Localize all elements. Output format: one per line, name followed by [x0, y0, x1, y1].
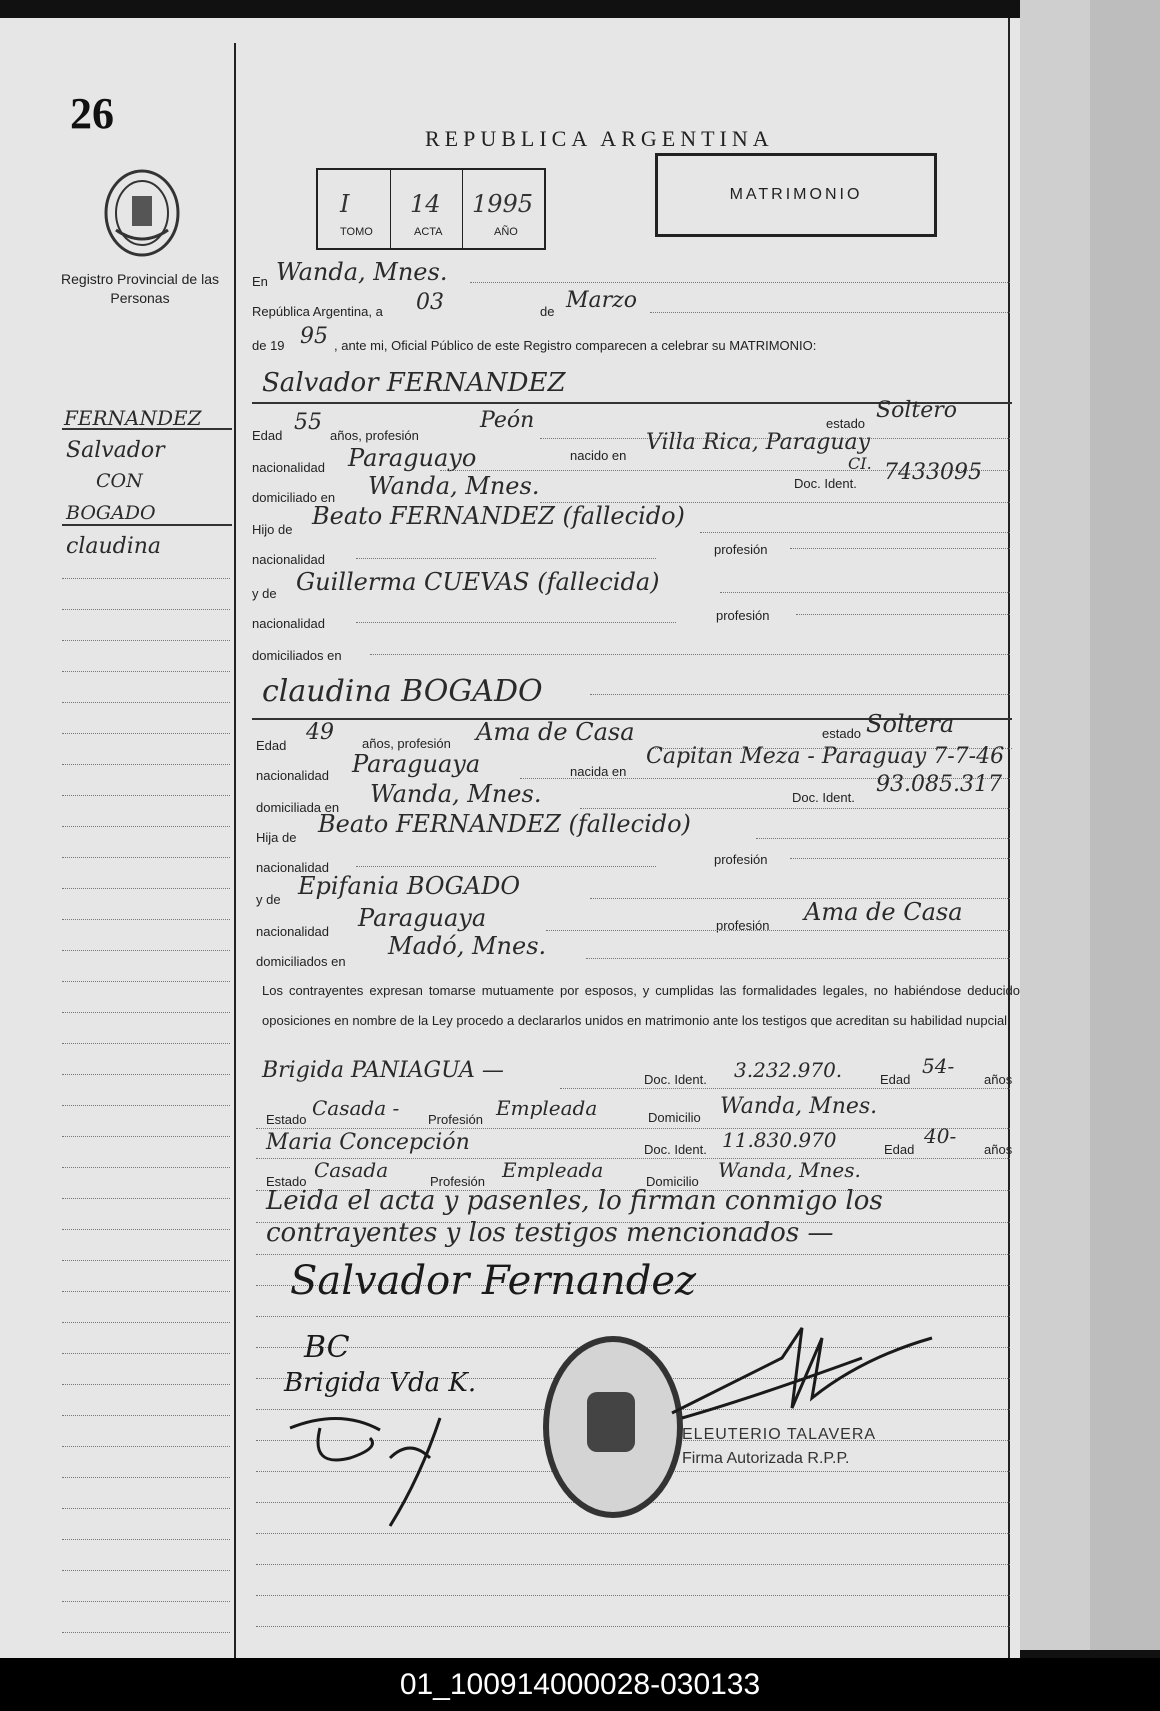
witness-1-status: Casada - — [312, 1096, 400, 1120]
bride-father-nac-label: nacionalidad — [256, 860, 330, 875]
groom-mother: Guillerma CUEVAS (fallecida) — [296, 568, 660, 596]
provincial-seal-icon — [102, 168, 182, 258]
margin-rule — [62, 919, 230, 920]
groom-nacido-label: nacido en — [570, 448, 627, 463]
margin-rule — [62, 1322, 230, 1323]
bride-age: 49 — [306, 720, 334, 745]
footer-identifier: 01_100914000028-030133 — [0, 1658, 1160, 1711]
witness-1-dom-label: Domicilio — [648, 1110, 701, 1125]
body-rule — [256, 1316, 1010, 1317]
groom-birthplace: Villa Rica, Paraguay — [646, 430, 871, 455]
witness-2-signature-scrawl — [280, 1408, 460, 1528]
groom-nac-label: nacionalidad — [252, 460, 326, 475]
closing-line-1: Leida el acta y pasenles, lo firman conmigo los — [266, 1186, 883, 1216]
margin-rule — [62, 1632, 230, 1633]
margin-rule — [62, 1384, 230, 1385]
body-rule — [256, 1533, 1010, 1534]
bride-father-prof-label: profesión — [714, 852, 768, 867]
groom-father: Beato FERNANDEZ (fallecido) — [312, 502, 685, 530]
margin-rule — [62, 1446, 230, 1447]
witness-2-domicile: Wanda, Mnes. — [718, 1158, 861, 1182]
bride-mother: Epifania BOGADO — [298, 872, 520, 900]
body-rule — [256, 1564, 1010, 1565]
margin-firstname-2: claudina — [66, 534, 162, 559]
groom-dom-label: domiciliado en — [252, 490, 336, 505]
ano-value: 1995 — [472, 190, 534, 218]
republica-label: República Argentina, a — [252, 304, 383, 319]
marriage-day: 03 — [416, 290, 444, 315]
body-rule — [256, 1626, 1010, 1627]
witness-1-domicile: Wanda, Mnes. — [720, 1094, 878, 1119]
groom-mother-nac-label: nacionalidad — [252, 616, 326, 631]
margin-rule — [62, 1136, 230, 1137]
closing-line-2: contrayentes y los testigos mencionados — — [266, 1218, 834, 1248]
statement: , ante mi, Oficial Público de este Registro comparecen a celebrar su MATRIMONIO: — [334, 338, 817, 353]
margin-rule — [62, 1105, 230, 1106]
margin-rule — [62, 1477, 230, 1478]
witness-2-anos-label: años — [984, 1142, 1013, 1157]
witness-2-prof-label: Profesión — [430, 1174, 485, 1189]
groom-nationality: Paraguayo — [348, 444, 477, 472]
bride-father: Beato FERNANDEZ (fallecido) — [318, 810, 691, 838]
bride-profession: Ama de Casa — [476, 718, 635, 746]
groom-estado-label: estado — [826, 416, 866, 431]
margin-divider — [234, 43, 236, 1658]
margin-rule — [62, 1167, 230, 1168]
margin-firstname-1: Salvador — [66, 438, 165, 463]
bride-name: claudina BOGADO — [262, 674, 543, 709]
witness-1-anos-label: años — [984, 1072, 1013, 1087]
tomo-label: TOMO — [340, 226, 373, 238]
witness-2-age: 40- — [924, 1124, 957, 1148]
marriage-place: Wanda, Mnes. — [276, 258, 448, 286]
margin-rule — [62, 981, 230, 982]
groom-document: 7433095 — [884, 460, 982, 485]
groom-signature: Salvador Fernandez — [290, 1258, 697, 1304]
bride-mother-profession: Ama de Casa — [804, 898, 963, 926]
bride-mother-nac-label: nacionalidad — [256, 924, 330, 939]
bride-nacida-label: nacida en — [570, 764, 627, 779]
groom-doc-label: Doc. Ident. — [794, 476, 857, 491]
bride-hija-label: Hija de — [256, 830, 297, 845]
margin-rule — [62, 1353, 230, 1354]
groom-profession: Peón — [480, 408, 535, 433]
bride-estado-label: estado — [822, 726, 862, 741]
country-heading: REPUBLICA ARGENTINA — [425, 126, 774, 151]
bride-anos-label: años, profesión — [362, 736, 451, 751]
margin-rule — [62, 1508, 230, 1509]
bride-mother-nationality: Paraguaya — [358, 904, 487, 932]
witness-2-edad-label: Edad — [884, 1142, 915, 1157]
tomo-value: I — [340, 190, 350, 218]
marriage-month: Marzo — [566, 288, 637, 313]
bride-parents-dom-label: domiciliados en — [256, 954, 346, 969]
margin-con: CON — [96, 470, 143, 492]
groom-age: 55 — [294, 410, 322, 435]
witness-1-age: 54- — [922, 1054, 955, 1078]
witness-1-name: Brigida PANIAGUA — — [262, 1058, 504, 1083]
margin-rule — [62, 640, 230, 641]
margin-rule — [62, 1539, 230, 1540]
groom-yde-label: y de — [252, 586, 277, 601]
stamp-emblem-icon — [587, 1392, 635, 1452]
official-name: ELEUTERIO TALAVERA — [682, 1426, 877, 1443]
bride-dom-label: domiciliada en — [256, 800, 340, 815]
margin-rule — [62, 1012, 230, 1013]
ano-label: AÑO — [494, 226, 518, 238]
adjacent-page-edge-shadow — [1090, 0, 1160, 1650]
witness-2-doc: 11.830.970 — [722, 1128, 837, 1152]
margin-rule — [62, 1601, 230, 1602]
groom-ci-label: CI. — [848, 454, 872, 473]
bride-edad-label: Edad — [256, 738, 287, 753]
margin-rule — [62, 1043, 230, 1044]
page-number: 26 — [70, 89, 114, 138]
bride-yde-label: y de — [256, 892, 281, 907]
groom-parents-dom-label: domiciliados en — [252, 648, 342, 663]
bride-nationality: Paraguaya — [352, 750, 481, 778]
witness-2-name: Maria Concepción — [266, 1130, 470, 1155]
witness-1-doc-label: Doc. Ident. — [644, 1072, 707, 1087]
margin-rule — [62, 702, 230, 703]
witness-1-edad-label: Edad — [880, 1072, 911, 1087]
witness-1-doc: 3.232.970. — [734, 1058, 843, 1082]
margin-rule — [62, 950, 230, 951]
groom-domicile: Wanda, Mnes. — [368, 472, 540, 500]
margin-rule — [62, 857, 230, 858]
groom-mother-prof-label: profesión — [716, 608, 770, 623]
institution-name: Registro Provincial de las Personas — [61, 271, 219, 306]
witness-2-dom-label: Domicilio — [646, 1174, 699, 1189]
witness-2-profession: Empleada — [502, 1158, 604, 1182]
groom-anos-label: años, profesión — [330, 428, 419, 443]
margin-rule — [62, 1229, 230, 1230]
groom-edad-label: Edad — [252, 428, 283, 443]
groom-name: Salvador FERNANDEZ — [262, 368, 566, 398]
certificate-page — [0, 18, 1020, 1658]
margin-rule — [62, 1260, 230, 1261]
en-label: En — [252, 274, 268, 289]
official-title: Firma Autorizada R.P.P. — [682, 1450, 850, 1467]
bride-domicile: Wanda, Mnes. — [370, 780, 542, 808]
bride-nac-label: nacionalidad — [256, 768, 330, 783]
groom-hijo-label: Hijo de — [252, 522, 293, 537]
year-prefix: de 19 — [252, 338, 285, 353]
margin-surname-2: BOGADO — [66, 502, 156, 524]
margin-rule — [62, 1291, 230, 1292]
groom-father-nac-label: nacionalidad — [252, 552, 326, 567]
margin-rule — [62, 1198, 230, 1199]
body-rule — [256, 1254, 1010, 1255]
witness-1-estado-label: Estado — [266, 1112, 307, 1127]
witness-1-prof-label: Profesión — [428, 1112, 483, 1127]
de-label: de — [540, 304, 555, 319]
groom-father-prof-label: profesión — [714, 542, 768, 557]
witness-1-profession: Empleada — [496, 1096, 598, 1120]
bride-civil-status: Soltera — [866, 710, 955, 738]
bride-signature-initials: BC — [304, 1330, 350, 1365]
year-suffix: 95 — [300, 324, 328, 349]
margin-rule — [62, 609, 230, 610]
bride-birthplace: Capitan Meza - Paraguay 7-7-46 — [646, 744, 1005, 769]
margin-rule — [62, 671, 230, 672]
margin-rule — [62, 1570, 230, 1571]
margin-rule — [62, 1415, 230, 1416]
margin-rule — [62, 826, 230, 827]
record-type: MATRIMONIO — [655, 153, 937, 237]
tomo-acta-ano-box — [316, 168, 546, 250]
margin-rule — [62, 888, 230, 889]
acta-value: 14 — [410, 190, 441, 218]
margin-surname-1: FERNANDEZ — [64, 406, 202, 430]
margin-rule — [62, 1074, 230, 1075]
margin-rule — [62, 764, 230, 765]
witness-2-doc-label: Doc. Ident. — [644, 1142, 707, 1157]
witness-signature: Brigida Vda K. — [284, 1368, 477, 1398]
body-rule — [256, 1595, 1010, 1596]
witness-2-status: Casada — [314, 1158, 389, 1182]
bride-document: 93.085.317 — [876, 772, 1002, 797]
official-signature-scrawl — [662, 1318, 942, 1428]
bride-mother-prof-label: profesión — [716, 918, 770, 933]
witness-2-estado-label: Estado — [266, 1174, 307, 1189]
margin-rule — [62, 733, 230, 734]
acta-label: ACTA — [414, 226, 443, 238]
declaration-text: Los contrayentes expresan tomarse mutuamente por esposos, y cumplidas las formalidades legales, no habiéndose deducido oposiciones en nombre de la Ley procedo a declararlos unidos en matrimonio ante los testigos que acreditan su habilidad nupcial. — [262, 983, 1020, 1028]
bride-doc-label: Doc. Ident. — [792, 790, 855, 805]
groom-civil-status: Soltero — [876, 398, 957, 423]
margin-rule — [62, 795, 230, 796]
bride-parents-domicile: Madó, Mnes. — [388, 932, 547, 960]
margin-rule — [62, 578, 230, 579]
